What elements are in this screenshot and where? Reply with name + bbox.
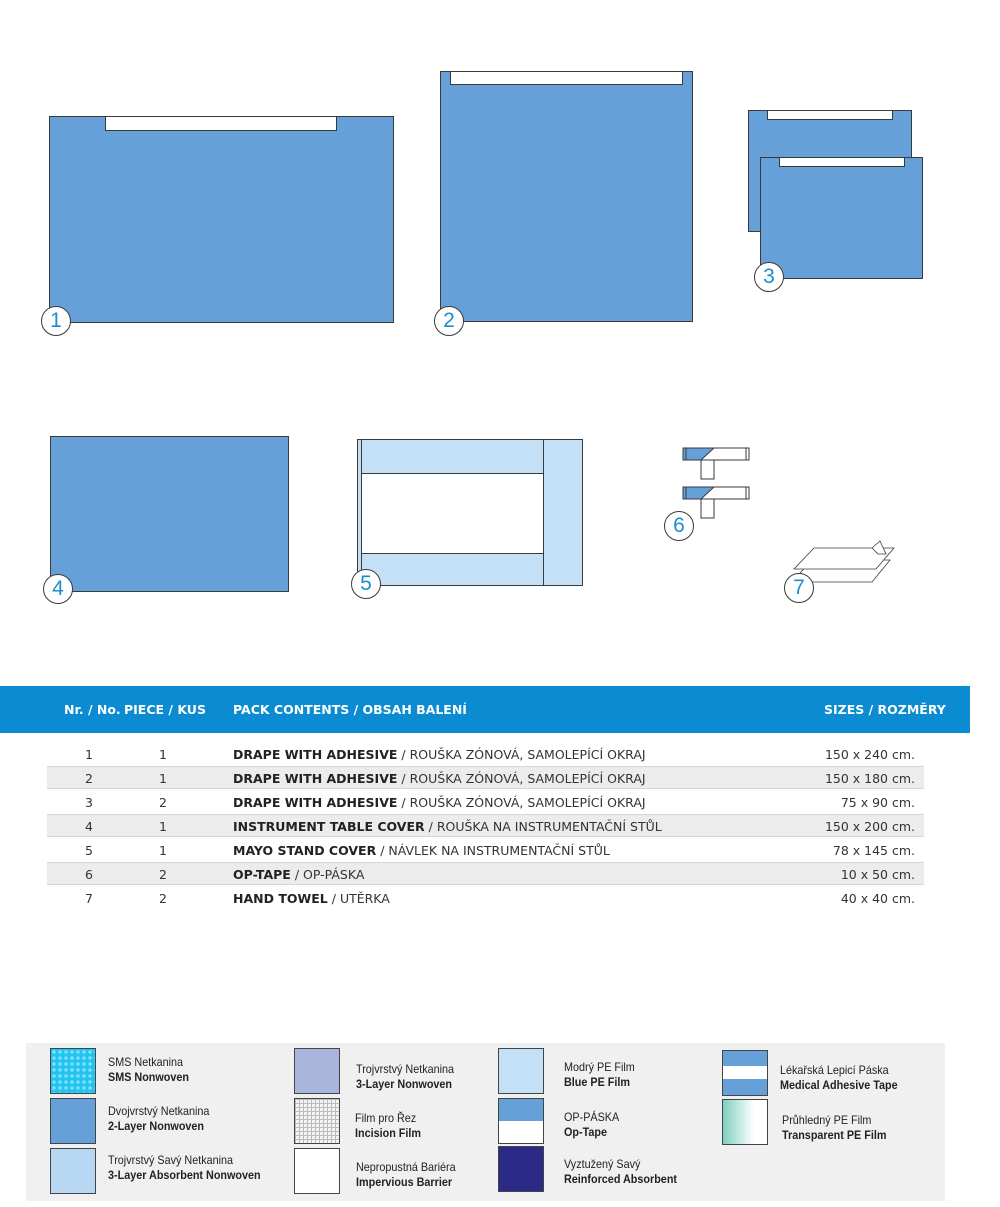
legend-label: SMS Netkanina SMS Nonwoven	[108, 1055, 190, 1084]
row-contents: HAND TOWEL / UTĚRKA	[233, 891, 390, 906]
row-nr: 7	[85, 891, 93, 906]
legend-label: Trojvrstvý Savý Netkanina 3-Layer Absorbent Nonwoven	[108, 1153, 261, 1182]
row-contents: OP-TAPE / OP-PÁSKA	[233, 867, 365, 882]
table-row	[47, 862, 924, 885]
row-size: 75 x 90 cm.	[840, 795, 915, 810]
legend-label: Trojvrstvý Netkanina 3-Layer Nonwoven	[356, 1062, 455, 1091]
mayo-cover-fold-line	[543, 440, 544, 585]
row-size: 150 x 200 cm.	[824, 819, 915, 834]
table-row	[47, 791, 924, 814]
table-row	[47, 887, 924, 910]
row-piece: 1	[159, 747, 167, 762]
mayo-stand-cover-illustration	[357, 439, 583, 586]
item-marker-5: 5	[351, 569, 381, 599]
transparent-pe-film-icon	[722, 1099, 768, 1145]
row-nr: 4	[85, 819, 93, 834]
legend-label: Průhledný PE Film Transparent PE Film	[782, 1113, 887, 1142]
adhesive-strip	[779, 157, 905, 167]
header-nr: Nr. / No.	[64, 702, 121, 717]
row-contents: MAYO STAND COVER / NÁVLEK NA INSTRUMENTAČNÍ STŮL	[233, 843, 610, 858]
row-nr: 1	[85, 747, 93, 762]
row-piece: 2	[159, 867, 167, 882]
table-row	[47, 743, 924, 766]
adhesive-strip	[767, 110, 893, 120]
row-piece: 1	[159, 843, 167, 858]
row-nr: 6	[85, 867, 93, 882]
row-size: 40 x 40 cm.	[840, 891, 915, 906]
adhesive-strip	[105, 116, 337, 131]
legend-label: Dvojvrstvý Netkanina 2-Layer Nonwoven	[108, 1104, 210, 1133]
reinforced-absorbent-icon	[498, 1146, 544, 1192]
incision-film-icon	[294, 1098, 340, 1144]
drape-2-illustration	[440, 71, 693, 322]
table-row	[47, 814, 924, 837]
sms-nonwoven-icon	[50, 1048, 96, 1094]
op-tape-icon	[498, 1098, 544, 1144]
item-marker-1: 1	[41, 306, 71, 336]
material-legend	[26, 1043, 945, 1201]
instrument-table-cover-illustration	[50, 436, 289, 592]
mayo-cover-center-panel	[362, 473, 543, 554]
item-marker-4: 4	[43, 574, 73, 604]
header-contents: PACK CONTENTS / OBSAH BALENÍ	[233, 702, 467, 717]
item-marker-6: 6	[664, 511, 694, 541]
row-nr: 2	[85, 771, 93, 786]
row-contents: INSTRUMENT TABLE COVER / ROUŠKA NA INSTRUMENTAČNÍ STŮL	[233, 819, 662, 834]
row-size: 10 x 50 cm.	[840, 867, 915, 882]
row-contents: DRAPE WITH ADHESIVE / ROUŠKA ZÓNOVÁ, SAMOLEPÍCÍ OKRAJ	[233, 795, 646, 810]
absorbent-nonwoven-icon	[50, 1148, 96, 1194]
legend-label: OP-PÁSKA Op-Tape	[564, 1110, 620, 1139]
legend-label: Film pro Řez Incision Film	[355, 1111, 422, 1140]
row-piece: 2	[159, 795, 167, 810]
impervious-barrier-icon	[294, 1148, 340, 1194]
legend-label: Modrý PE Film Blue PE Film	[564, 1060, 635, 1089]
contents-table-header	[0, 686, 970, 733]
header-piece: PIECE / KUS	[124, 702, 206, 717]
row-nr: 3	[85, 795, 93, 810]
blue-pe-film-icon	[498, 1048, 544, 1094]
table-row	[47, 839, 924, 862]
row-contents: DRAPE WITH ADHESIVE / ROUŠKA ZÓNOVÁ, SAMOLEPÍCÍ OKRAJ	[233, 747, 646, 762]
mayo-cover-edge-line	[361, 440, 362, 585]
row-size: 150 x 240 cm.	[824, 747, 915, 762]
three-layer-nonwoven-icon	[294, 1048, 340, 1094]
header-sizes: SIZES / ROZMĚRY	[824, 702, 946, 717]
legend-label: Lékařská Lepicí Páska Medical Adhesive Tape	[780, 1063, 898, 1092]
row-piece: 1	[159, 771, 167, 786]
item-marker-2: 2	[434, 306, 464, 336]
legend-label: Vyztužený Savý Reinforced Absorbent	[564, 1157, 678, 1186]
row-piece: 1	[159, 819, 167, 834]
item-marker-7: 7	[784, 573, 814, 603]
table-row	[47, 766, 924, 789]
medical-adhesive-tape-icon	[722, 1050, 768, 1096]
row-nr: 5	[85, 843, 93, 858]
row-piece: 2	[159, 891, 167, 906]
row-contents: DRAPE WITH ADHESIVE / ROUŠKA ZÓNOVÁ, SAMOLEPÍCÍ OKRAJ	[233, 771, 646, 786]
two-layer-nonwoven-icon	[50, 1098, 96, 1144]
row-size: 150 x 180 cm.	[824, 771, 915, 786]
item-marker-3: 3	[754, 262, 784, 292]
op-tape-illustration	[680, 445, 755, 521]
drape-1-illustration	[49, 116, 394, 323]
drape-3b-illustration	[760, 157, 923, 279]
adhesive-strip	[450, 71, 683, 85]
legend-label: Nepropustná Bariéra Impervious Barrier	[356, 1160, 456, 1189]
row-size: 78 x 145 cm.	[832, 843, 915, 858]
